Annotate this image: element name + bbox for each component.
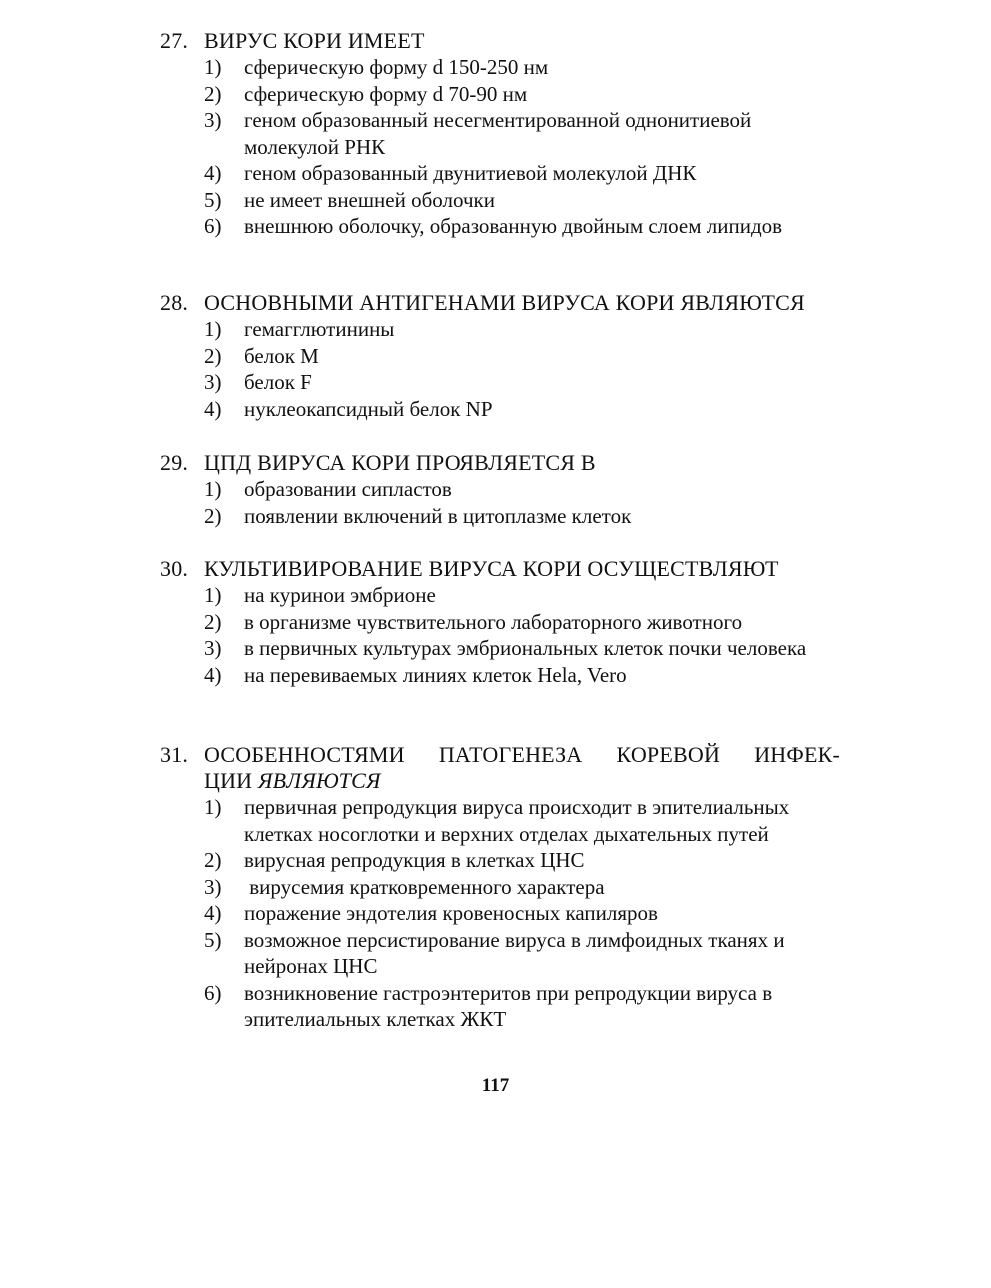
title-word: ПАТОГЕНЕЗА: [438, 742, 583, 767]
question-title-line: [204, 768, 381, 793]
answer-option: [204, 980, 840, 1033]
answer-option: [204, 81, 840, 108]
answer-option: [204, 316, 840, 343]
question-number: 30.: [160, 556, 189, 581]
option-text: внешнюю оболочку, образованную двойным слоем липидов: [244, 214, 783, 238]
answer-option: [204, 369, 840, 396]
question-number: 28.: [160, 290, 189, 315]
question-number: 29.: [160, 450, 189, 475]
answer-option: [204, 187, 840, 214]
answer-option: [204, 927, 840, 980]
answer-options: [204, 794, 840, 1033]
option-number: 6): [204, 980, 222, 1005]
answer-option: [204, 874, 840, 901]
option-text: первичная репродукция вируса происходит в эпителиальных клетках носоглотки и верхних отделах дыхательных путей: [244, 795, 790, 846]
answer-option: [204, 396, 840, 423]
answer-option: [204, 54, 840, 81]
option-number: 2): [204, 848, 222, 872]
option-text: не имеет внешней оболочки: [244, 187, 495, 212]
question-header: [160, 742, 840, 794]
question-header: [160, 290, 840, 316]
answer-option: [204, 160, 840, 187]
option-text: нуклеокапсидный белок NP: [244, 396, 493, 421]
option-number: 1): [204, 795, 222, 819]
option-number: 1): [204, 477, 222, 501]
answer-option: [204, 343, 840, 370]
option-text: в организме чувствительного лабораторного животного: [244, 609, 743, 634]
option-text: на перевиваемых линиях клеток Hela, Vero: [244, 662, 627, 687]
option-text: поражение эндотелия кровеносных капиляров: [244, 901, 658, 925]
question-title: ОСНОВНЫМИ АНТИГЕНАМИ ВИРУСА КОРИ ЯВЛЯЮТСЯ: [204, 290, 805, 315]
option-text: вирусемия кратковременного характера: [244, 874, 605, 899]
answer-option: [204, 900, 840, 927]
question-29: [160, 450, 840, 529]
option-number: 2): [204, 609, 222, 634]
option-number: 1): [204, 317, 222, 341]
question-28: [160, 290, 840, 422]
answer-option: [204, 847, 840, 874]
title-word: ОСОБЕННОСТЯМИ: [204, 742, 405, 767]
option-text: в первичных культурах эмбриональных клеток почки человека: [244, 636, 807, 660]
option-text: образовании сипластов: [244, 477, 452, 501]
option-text: белок F: [244, 370, 312, 394]
question-title-line: [204, 742, 840, 768]
answer-option: [204, 476, 840, 503]
option-number: 3): [204, 874, 222, 899]
answer-option: [204, 635, 840, 662]
question-header: [160, 556, 840, 582]
answer-options: [204, 582, 840, 688]
question-title: КУЛЬТИВИРОВАНИЕ ВИРУСА КОРИ ОСУЩЕСТВЛЯЮТ: [204, 556, 779, 581]
answer-option: [204, 794, 840, 847]
option-number: 4): [204, 396, 222, 421]
answer-option: [204, 213, 840, 240]
answer-option: [204, 503, 840, 530]
option-text: вирусная репродукция в клетках ЦНС: [244, 848, 585, 872]
option-number: 2): [204, 343, 222, 368]
option-text: белок М: [244, 343, 319, 368]
option-text: геном образованный двунитиевой молекулой ДНК: [244, 161, 697, 185]
title-word: ИНФЕК-: [754, 742, 840, 767]
answer-option: [204, 107, 840, 160]
answer-options: [204, 54, 840, 240]
option-number: 2): [204, 81, 222, 106]
option-number: 4): [204, 901, 222, 925]
question-number: 31.: [160, 742, 189, 767]
option-text: сферическую форму d 150-250 нм: [244, 55, 549, 79]
option-number: 5): [204, 187, 222, 212]
option-text: возможное персистирование вируса в лимфоидных тканях и нейронах ЦНС: [244, 927, 785, 978]
question-31: [160, 742, 840, 1033]
option-number: 3): [204, 636, 222, 660]
answer-options: [204, 476, 840, 529]
question-header: [160, 28, 840, 54]
title-word: ЦИИ: [204, 768, 258, 793]
question-number: 27.: [160, 28, 189, 53]
title-italic-word: ЯВЛЯЮТСЯ: [257, 768, 381, 793]
answer-options: [204, 316, 840, 422]
page-number: 117: [481, 1075, 510, 1096]
answer-option: [204, 609, 840, 636]
option-number: 5): [204, 927, 222, 952]
option-text: возникновение гастроэнтеритов при репродукции вируса в эпителиальных клетках ЖКТ: [244, 980, 773, 1031]
question-header: [160, 450, 840, 476]
question-27: [160, 28, 840, 240]
option-number: 6): [204, 214, 222, 238]
question-title: [204, 742, 840, 794]
answer-option: [204, 582, 840, 609]
option-text: геном образованный несегментированной однонитиевой молекулой РНК: [244, 108, 752, 159]
option-text: сферическую форму d 70-90 нм: [244, 81, 528, 106]
option-number: 4): [204, 161, 222, 185]
answer-option: [204, 662, 840, 689]
option-number: 4): [204, 662, 222, 687]
title-word: КОРЕВОЙ: [616, 742, 721, 767]
option-number: 1): [204, 583, 222, 607]
question-title: ВИРУС КОРИ ИМЕЕТ: [204, 28, 425, 53]
option-number: 2): [204, 503, 222, 528]
option-number: 3): [204, 108, 222, 132]
option-number: 3): [204, 370, 222, 394]
option-number: 1): [204, 55, 222, 79]
option-text: гемагглютинины: [244, 317, 395, 341]
question-title: ЦПД ВИРУСА КОРИ ПРОЯВЛЯЕТСЯ В: [204, 450, 596, 475]
option-text: появлении включений в цитоплазме клеток: [244, 503, 632, 528]
option-text: на куринои эмбрионе: [244, 583, 436, 607]
question-30: [160, 556, 840, 688]
